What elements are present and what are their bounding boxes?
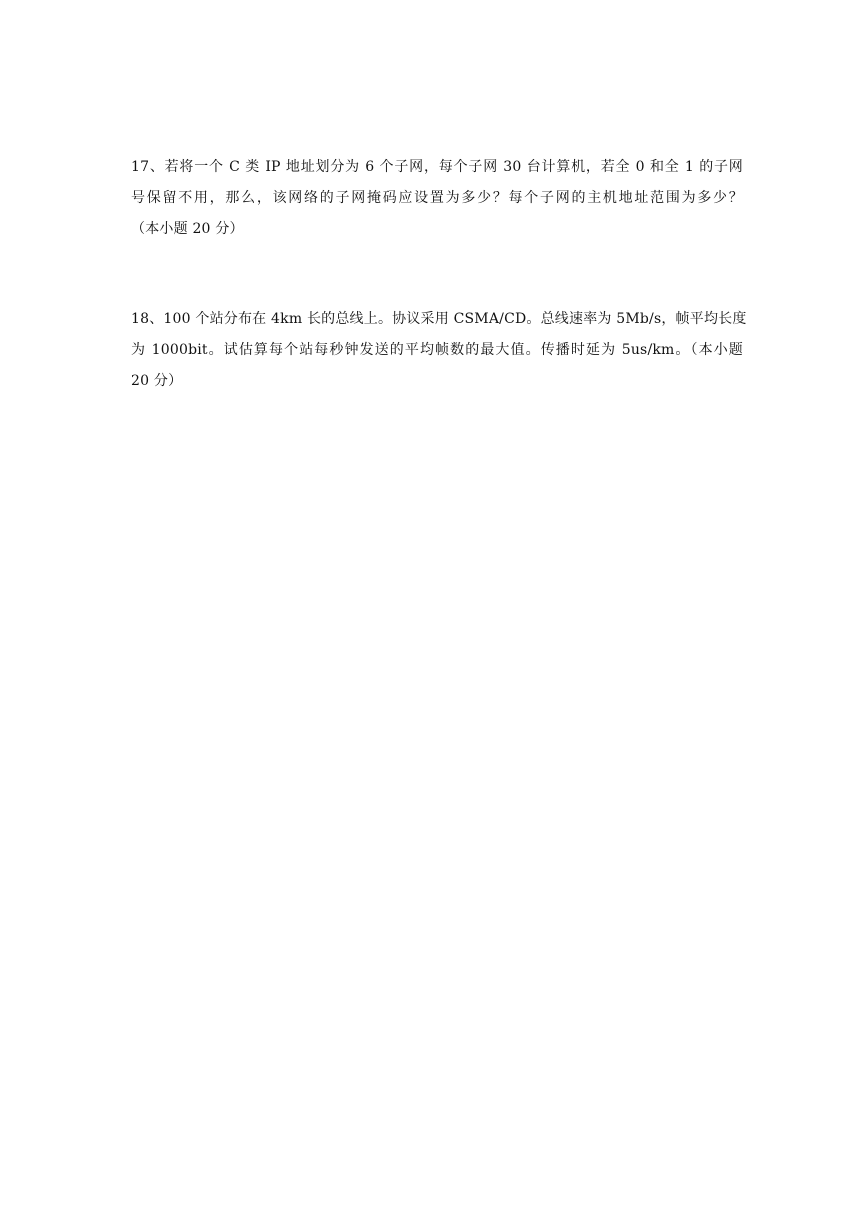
question-line: 为 1000bit。试估算每个站每秒钟发送的平均帧数的最大值。传播时延为 5us/km。（本小题: [131, 342, 743, 358]
question-line: 18、100 个站分布在 4km 长的总线上。协议采用 CSMA/CD。总线速率为 5Mb/s，帧平均长度: [131, 311, 747, 327]
question-line: 号保留不用，那么，该网络的子网掩码应设置为多少？每个子网的主机地址范围为多少？: [131, 190, 743, 206]
question-line: 20 分）: [131, 373, 183, 389]
question-18: [131, 304, 747, 397]
question-line: （本小题 20 分）: [131, 221, 244, 237]
question-line: 17、若将一个 C 类 IP 地址划分为 6 个子网，每个子网 30 台计算机，若全 0 和全 1 的子网: [131, 159, 743, 175]
question-17: [131, 152, 743, 245]
